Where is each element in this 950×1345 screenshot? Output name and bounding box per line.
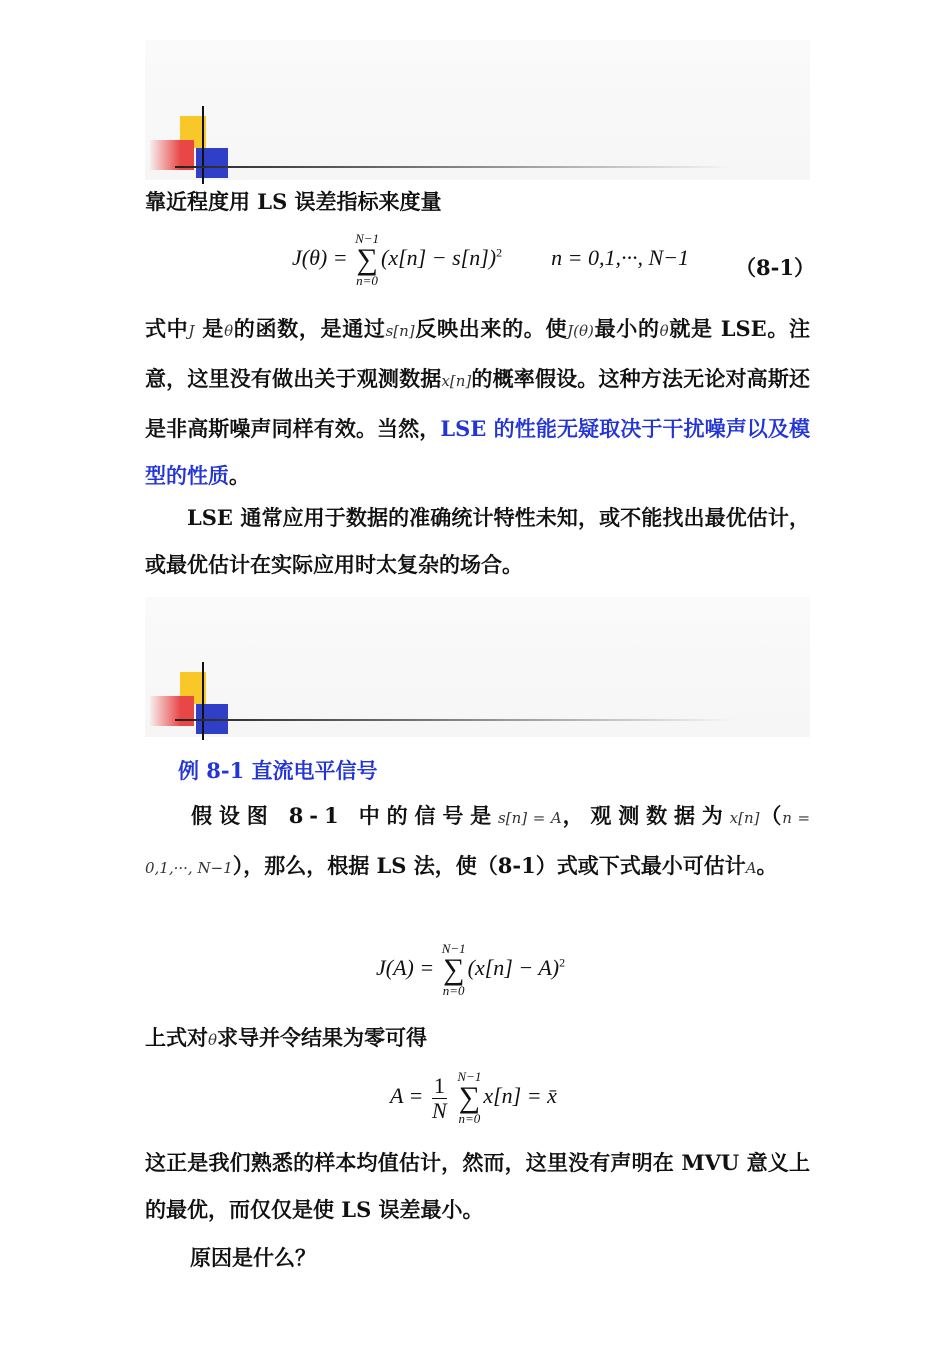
intro-line: 靠近程度用 LS 误差指标来度量: [145, 189, 442, 214]
equation-label: （8-1）: [735, 255, 815, 280]
equation-sample-mean: A = $\frac{1}{N}$ N−1 ∑ n=0 x[n] = x̄: [390, 1069, 557, 1126]
slide-header-band: [145, 40, 810, 180]
paragraph-lse-usage: LSE 通常应用于数据的准确统计特性未知，或不能找出最优估计，或最优估计在实际应用时太复杂的场合。: [145, 505, 810, 577]
equation-8-1: J(θ) = N−1 ∑ n=0 $(x[n] - s[n])^2$ n = 0,1,···, N−1: [292, 231, 689, 288]
header-divider-2: [175, 719, 735, 721]
closing-question: 原因是什么？: [190, 1245, 316, 1270]
highlighted-statement: LSE 的性能无疑取决于干扰噪声以及模型的性质: [145, 416, 810, 488]
header-divider: [175, 166, 735, 168]
paragraph-conclusion: 这正是我们熟悉的样本均值估计，然而，这里没有声明在 MVU 意义上的最优，而仅仅是使 LS 误差最小。: [145, 1150, 810, 1222]
slide-header-band-2: [145, 597, 810, 737]
derivation-line: 上式对θ求导并令结果为零可得: [145, 1025, 428, 1050]
paragraph-example: 假设图 8-1 中的信号是s[n] = A，观测数据为x[n]（n = 0,1,···, N−1），那么，根据 LS 法，使（8-1）式或下式最小可估计A。: [145, 803, 811, 878]
paragraph-lse-definition: 式中J 是θ的函数，是通过s[n]反映出来的。使J(θ)最小的θ就是 LSE。注意，这里没有做出关于观测数据x[n]的概率假设。这种方法无论对高斯还是非高斯噪声同样有效。当然，LSE 的性能无疑取决于干扰噪声以及模型的性质。: [145, 316, 811, 488]
example-title: 例 8-1 直流电平信号: [178, 758, 378, 783]
equation-j-a: J(A) = N−1 ∑ n=0 $(x[n] - A)^2$: [376, 941, 566, 998]
